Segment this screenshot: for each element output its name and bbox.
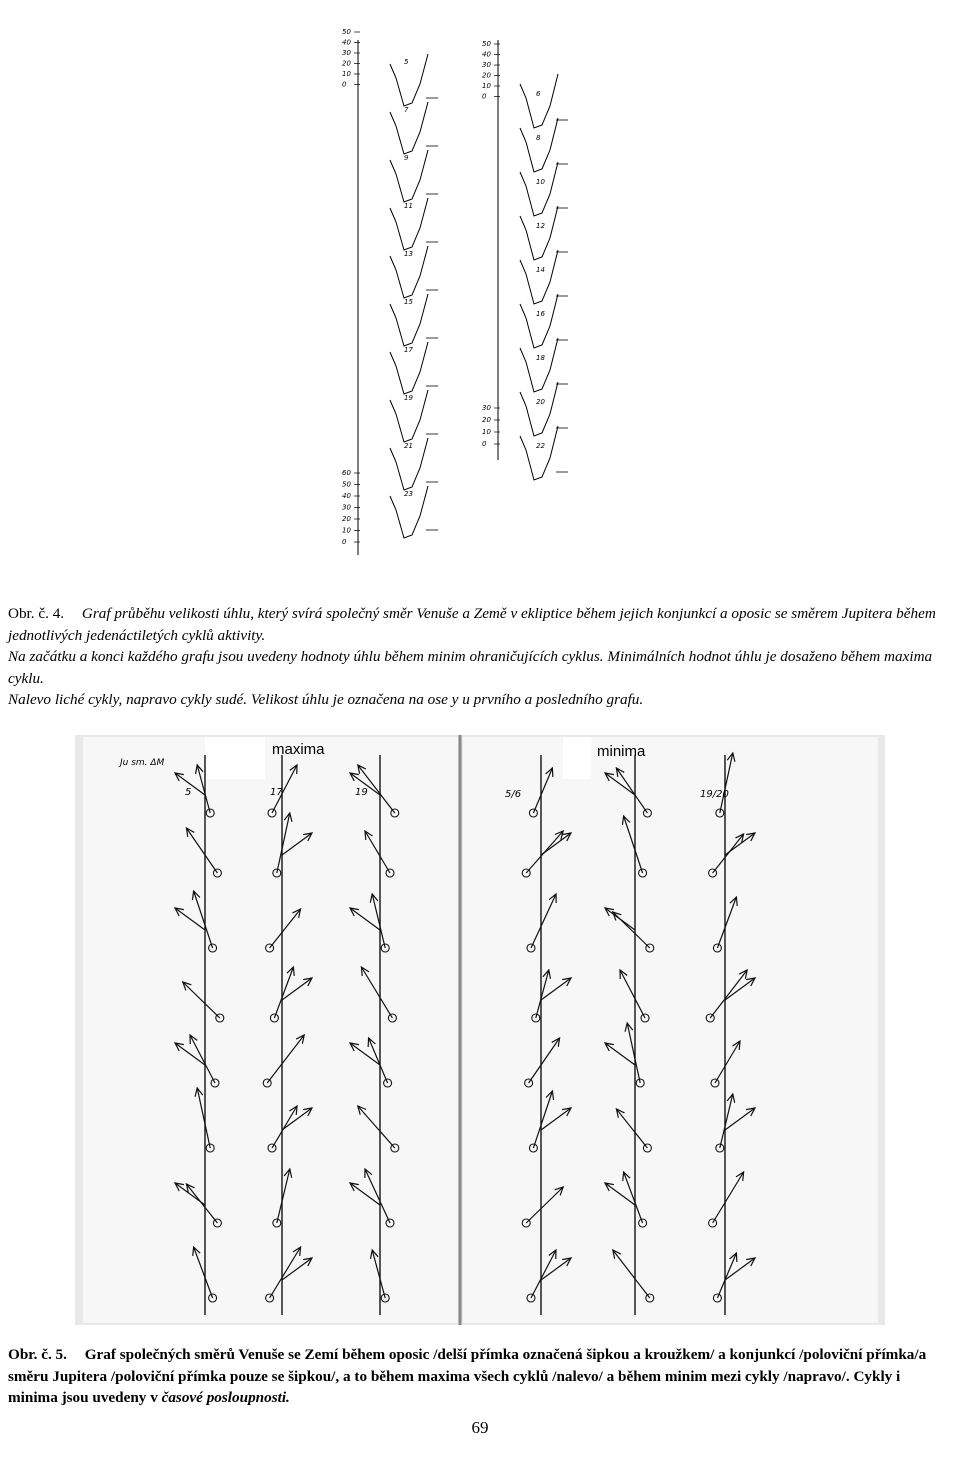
cycle-number: 19 xyxy=(404,394,413,402)
axis-label: 0 xyxy=(342,80,347,89)
cycle-number: 21 xyxy=(404,442,413,450)
maxima-label-patch xyxy=(205,737,265,779)
axis-label: 10 xyxy=(342,526,351,535)
cycle-number: 7 xyxy=(404,106,409,114)
minima-label: minima xyxy=(597,743,646,760)
cycle-number: 16 xyxy=(536,310,545,318)
corner-note: Ju sm. ΔM xyxy=(120,758,165,768)
cycle-curve xyxy=(390,54,428,106)
left-cycle-numbers xyxy=(404,58,413,498)
max-cycle-label: 19 xyxy=(355,787,368,798)
axis-label: 50 xyxy=(342,28,351,36)
cycle-number: 23 xyxy=(404,490,413,498)
cycle-number: 22 xyxy=(536,442,545,450)
figure-5-direction-diagram xyxy=(75,735,885,1325)
cycle-number: 5 xyxy=(404,58,409,66)
axis-label: 30 xyxy=(342,503,351,512)
right-axis-labels xyxy=(482,40,500,101)
cycle-number: 11 xyxy=(404,202,413,210)
figure-5-caption xyxy=(8,1344,952,1409)
left-odd-cycle-curves xyxy=(390,54,438,538)
cycle-number: 8 xyxy=(536,134,541,142)
cycle-number: 13 xyxy=(404,250,413,258)
axis-label: 40 xyxy=(482,50,491,59)
bottom-left-axis-labels xyxy=(342,469,360,546)
cycle-number: 14 xyxy=(536,266,545,274)
min-cycle-label: 5/6 xyxy=(505,789,522,800)
right-cycle-numbers xyxy=(536,90,545,450)
cycle-curve xyxy=(520,74,558,128)
cycle-number: 9 xyxy=(404,154,409,162)
caption4-line2: Na začátku a konci každého grafu jsou uvedeny hodnoty úhlu během minim ohraničujících cyklus. Minimálních hodnot úhlu je dosaženo během maxima cyklu. xyxy=(8,648,933,687)
axis-label: 50 xyxy=(342,480,351,489)
axis-label: 20 xyxy=(342,59,351,68)
cycle-number: 6 xyxy=(536,90,541,98)
page-number: 69 xyxy=(471,1418,489,1437)
left-axis-labels xyxy=(342,28,360,89)
cycle-number: 17 xyxy=(404,346,413,354)
figure-4-caption xyxy=(8,603,952,711)
axis-label: 10 xyxy=(342,70,351,78)
caption4-label: Obr. č. 4. xyxy=(8,605,65,622)
cycle-curve xyxy=(390,150,428,202)
axis-label: 20 xyxy=(482,416,491,424)
figure-4-graphs xyxy=(330,20,610,575)
axis-label: 30 xyxy=(342,49,351,57)
maxima-label: maxima xyxy=(272,741,325,758)
cycle-number: 10 xyxy=(536,178,545,186)
left-page-panel xyxy=(83,737,458,1323)
axis-label: 40 xyxy=(342,492,351,500)
cycle-number: 12 xyxy=(536,222,545,230)
axis-label: 0 xyxy=(482,92,487,101)
cycle-curve xyxy=(390,102,428,154)
axis-label: 10 xyxy=(482,82,491,90)
axis-label: 30 xyxy=(482,404,491,412)
caption4-line1: Graf průběhu velikosti úhlu, který svírá společný směr Venuše a Země v ekliptice během jejich konjunkcí a oposic se směrem Jupitera během jednotlivých jedenáctiletých cyklů aktivity. xyxy=(8,605,936,644)
max-cycle-label: 17 xyxy=(270,787,283,798)
max-cycle-label: 5 xyxy=(185,787,192,798)
axis-label: 30 xyxy=(482,61,491,69)
min-cycle-label: 19/20 xyxy=(700,789,729,800)
minima-label-patch xyxy=(563,737,591,779)
caption5-text: Graf společných směrů Venuše se Zemí během oposic /delší přímka označená šipkou a kroužkem/ a konjunkcí /poloviční přímka/a směru Jupitera /poloviční přímka pouze se šipkou/, a to během maxima všech cyklů /nalevo/ a během minim mezi cykly /napravo/. Cykly i minima jsou uvedeny v xyxy=(8,1346,927,1406)
axis-label: 0 xyxy=(342,538,347,546)
caption5-text-italic: časové posloupnosti. xyxy=(161,1389,290,1406)
cycle-number: 20 xyxy=(536,398,545,406)
axis-label: 20 xyxy=(482,71,491,80)
axis-label: 20 xyxy=(342,515,351,523)
right-page-panel xyxy=(463,737,878,1323)
axis-label: 0 xyxy=(482,440,487,448)
cycle-number: 18 xyxy=(536,354,545,362)
right-even-cycle-curves xyxy=(520,74,568,480)
caption5-label: Obr. č. 5. xyxy=(8,1346,67,1363)
cycle-number: 15 xyxy=(404,298,413,306)
axis-label: 60 xyxy=(342,469,351,477)
caption4-line3: Nalevo liché cykly, napravo cykly sudé. Velikost úhlu je označena na ose y u prvního a posledního grafu. xyxy=(8,691,644,708)
axis-label: 10 xyxy=(482,428,491,436)
bottom-right-axis-labels xyxy=(482,404,500,448)
axis-label: 40 xyxy=(342,38,351,47)
axis-label: 50 xyxy=(482,40,491,48)
